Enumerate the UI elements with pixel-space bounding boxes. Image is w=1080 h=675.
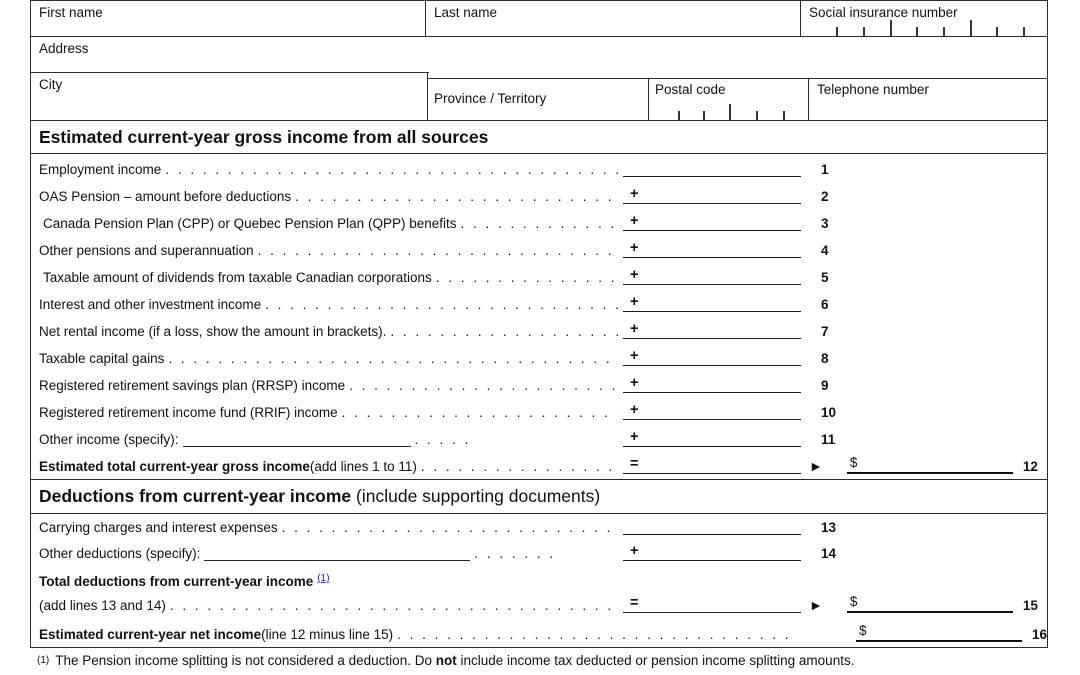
plus-operator: + xyxy=(630,375,639,391)
row-label: Taxable amount of dividends from taxable Canadian corporations xyxy=(43,270,432,285)
tax-form xyxy=(30,0,1048,648)
sin-digit-tick xyxy=(836,27,838,36)
postal-char-tick xyxy=(783,111,785,120)
sin-group-tick xyxy=(890,20,892,36)
total-deductions-row xyxy=(31,566,1047,618)
line-number-2: 2 xyxy=(821,189,829,204)
sin-digit-tick xyxy=(863,27,865,36)
line-number-11: 11 xyxy=(821,432,836,447)
sin-digit-tick xyxy=(996,27,998,36)
postal-char-tick xyxy=(678,111,680,120)
specify-input-line[interactable] xyxy=(183,428,411,447)
income-row-11 xyxy=(31,425,1047,452)
income-section-title: Estimated current-year gross income from all sources xyxy=(31,120,1047,154)
specify-input-line[interactable] xyxy=(204,542,470,561)
total-result-12 xyxy=(801,455,1047,474)
row-label: Other deductions (specify): xyxy=(39,546,201,561)
dot-leader xyxy=(460,216,618,231)
first-name-field[interactable] xyxy=(31,1,426,36)
deductions-section xyxy=(31,514,1047,649)
line-number-4: 4 xyxy=(821,243,829,258)
row-label: Registered retirement income fund (RRIF) income xyxy=(39,405,338,420)
last-name-label: Last name xyxy=(434,5,498,20)
equals-operator: = xyxy=(630,595,639,611)
deductions-section-title: Deductions from current-year income (include supporting documents) xyxy=(31,479,1047,514)
plus-operator: + xyxy=(630,294,639,310)
amount-line-3[interactable] xyxy=(623,211,801,231)
amount-line-9[interactable] xyxy=(623,373,801,393)
dot-leader xyxy=(165,162,618,177)
dollar-amount-line-12[interactable] xyxy=(847,455,1013,474)
row-label: (add lines 13 and 14) xyxy=(39,598,166,613)
city-field[interactable] xyxy=(31,73,428,120)
row-label-bold: Total deductions from current-year income xyxy=(39,574,314,589)
address-field[interactable] xyxy=(31,37,1047,73)
line-number-12: 12 xyxy=(1022,459,1038,474)
amount-line-10[interactable] xyxy=(623,400,801,420)
dot-leader xyxy=(390,324,618,339)
name-row xyxy=(31,1,1047,37)
amount-line-2[interactable] xyxy=(623,184,801,204)
sin-group-tick xyxy=(970,20,972,36)
income-row-9 xyxy=(31,371,1047,398)
row-label: Registered retirement savings plan (RRSP) income xyxy=(39,378,346,393)
row-label: Taxable capital gains xyxy=(39,351,165,366)
total-amount-line-12[interactable] xyxy=(623,454,801,474)
amount-line-1[interactable] xyxy=(623,157,801,177)
dollar-sign: $ xyxy=(849,594,858,609)
line-number-16: 16 xyxy=(1031,627,1047,642)
plus-operator: + xyxy=(630,240,639,256)
row-label: Carrying charges and interest expenses xyxy=(39,520,278,535)
dot-leader xyxy=(421,459,618,474)
dollar-amount-line-15[interactable] xyxy=(847,594,1013,613)
dot-leader xyxy=(349,378,618,393)
city-label: City xyxy=(39,77,63,92)
row-label: Other pensions and superannuation xyxy=(39,243,254,258)
row-label-bold: Estimated total current-year gross income xyxy=(39,459,310,474)
postal-char-tick xyxy=(756,111,758,120)
income-section xyxy=(31,154,1047,479)
row-label: Other income (specify): xyxy=(39,432,179,447)
plus-operator: + xyxy=(630,429,639,445)
income-row-3 xyxy=(31,209,1047,236)
postal-code-field[interactable] xyxy=(649,78,809,120)
last-name-field[interactable] xyxy=(426,1,801,36)
sin-field[interactable] xyxy=(801,1,1047,36)
row-label-rest: (line 12 minus line 15) xyxy=(261,627,394,642)
plus-operator: + xyxy=(630,267,639,283)
footnote-link[interactable]: (1) xyxy=(317,573,330,584)
net-income-row xyxy=(31,618,1047,649)
dollar-sign: $ xyxy=(849,455,858,470)
income-row-1 xyxy=(31,155,1047,182)
line-number-5: 5 xyxy=(821,270,829,285)
amount-line-11[interactable] xyxy=(623,427,801,447)
dot-leader xyxy=(415,432,477,447)
sin-digit-tick xyxy=(916,27,918,36)
dot-leader xyxy=(474,546,560,561)
total-result-15 xyxy=(801,594,1047,613)
dot-leader xyxy=(170,598,618,613)
line-number-7: 7 xyxy=(821,324,829,339)
plus-operator: + xyxy=(630,402,639,418)
city-row xyxy=(31,73,1047,120)
sin-digit-tick xyxy=(943,27,945,36)
line-number-14: 14 xyxy=(821,546,837,561)
postal-char-tick xyxy=(703,111,705,120)
total-amount-line-15[interactable] xyxy=(623,593,801,613)
equals-operator: = xyxy=(630,456,639,472)
plus-operator: + xyxy=(630,321,639,337)
income-row-2 xyxy=(31,182,1047,209)
dot-leader xyxy=(168,351,618,366)
deduction-row-13 xyxy=(31,514,1047,540)
row-label-rest: (add lines 1 to 11) xyxy=(309,459,417,474)
income-row-8 xyxy=(31,344,1047,371)
income-row-4 xyxy=(31,236,1047,263)
line-number-1: 1 xyxy=(821,162,829,177)
amount-line-6[interactable] xyxy=(623,292,801,312)
plus-operator: + xyxy=(630,186,639,202)
dot-leader xyxy=(282,520,618,535)
arrow-right-icon: ► xyxy=(809,458,823,474)
postal-code-label: Postal code xyxy=(655,82,726,97)
footnote-marker: (1) xyxy=(37,655,50,666)
telephone-field[interactable] xyxy=(809,78,1047,120)
address-label: Address xyxy=(39,41,89,56)
line-number-8: 8 xyxy=(821,351,829,366)
dollar-amount-line-16[interactable] xyxy=(856,623,1022,642)
amount-line-8[interactable] xyxy=(623,346,801,366)
row-label: Interest and other investment income xyxy=(39,297,262,312)
sin-digit-tick xyxy=(1023,27,1025,36)
row-label: Net rental income (if a loss, show the amount in brackets). xyxy=(39,324,387,339)
line-number-15: 15 xyxy=(1022,598,1038,613)
income-row-10 xyxy=(31,398,1047,425)
row-label: Canada Pension Plan (CPP) or Quebec Pension Plan (QPP) benefits xyxy=(43,216,457,231)
telephone-label: Telephone number xyxy=(817,82,929,97)
deduction-row-14 xyxy=(31,540,1047,566)
footnote: (1) The Pension income splitting is not considered a deduction. Do not include income tax deducted or pension income splitting amounts. xyxy=(37,653,855,668)
postal-group-tick xyxy=(729,104,731,120)
arrow-right-icon: ► xyxy=(809,597,823,613)
dot-leader xyxy=(436,270,618,285)
dollar-sign: $ xyxy=(858,623,867,638)
row-label: Employment income xyxy=(39,162,162,177)
row-label: OAS Pension – amount before deductions xyxy=(39,189,292,204)
province-field[interactable] xyxy=(428,78,649,120)
dot-leader xyxy=(342,405,618,420)
amount-line-5[interactable] xyxy=(623,265,801,285)
sin-label: Social insurance number xyxy=(809,5,958,20)
dot-leader xyxy=(258,243,618,258)
line-number-13: 13 xyxy=(821,520,837,535)
income-row-7 xyxy=(31,317,1047,344)
plus-operator: + xyxy=(630,213,639,229)
amount-line-7[interactable] xyxy=(623,319,801,339)
income-row-6 xyxy=(31,290,1047,317)
plus-operator: + xyxy=(630,543,639,559)
province-label: Province / Territory xyxy=(434,91,547,106)
line-number-3: 3 xyxy=(821,216,829,231)
income-row-5 xyxy=(31,263,1047,290)
first-name-label: First name xyxy=(39,5,103,20)
amount-line-14[interactable] xyxy=(623,541,801,561)
dot-leader xyxy=(295,189,618,204)
amount-line-13[interactable] xyxy=(623,515,801,535)
dot-leader xyxy=(397,627,796,642)
amount-line-4[interactable] xyxy=(623,238,801,258)
dot-leader xyxy=(265,297,618,312)
line-number-10: 10 xyxy=(821,405,837,420)
income-total-row xyxy=(31,452,1047,479)
row-label-bold: Estimated current-year net income xyxy=(39,627,262,642)
plus-operator: + xyxy=(630,348,639,364)
line-number-6: 6 xyxy=(821,297,829,312)
line-number-9: 9 xyxy=(821,378,829,393)
